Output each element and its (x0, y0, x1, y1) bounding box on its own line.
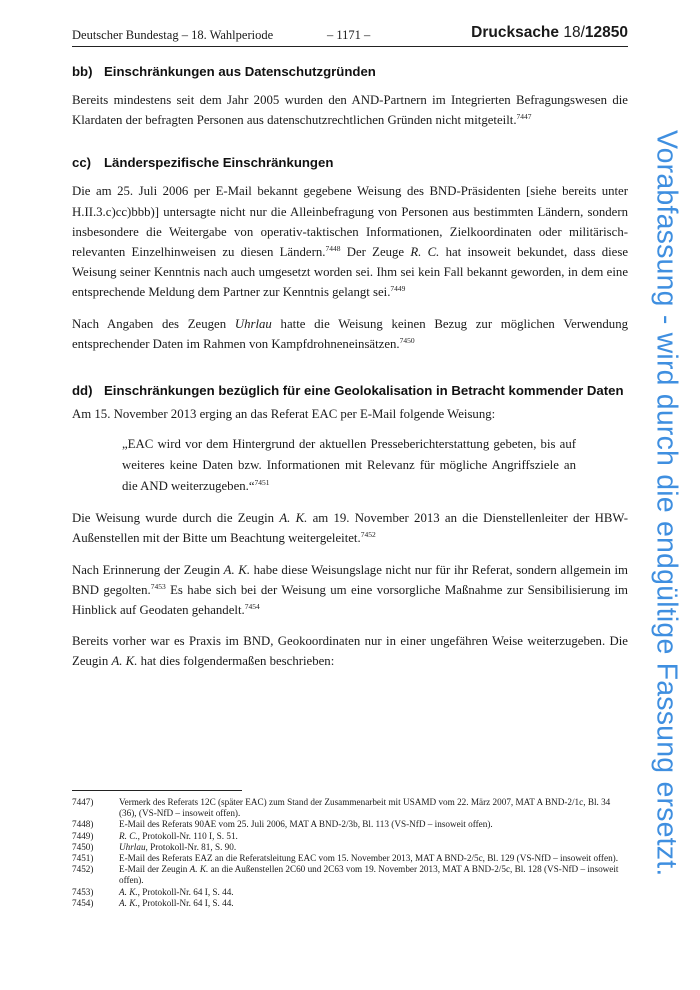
footnote-ref[interactable]: 7447 (516, 112, 532, 122)
paragraph-text: Die Weisung wurde durch die Zeugin (72, 511, 280, 526)
footnote-text (119, 819, 628, 830)
footnote-number: 7451) (72, 853, 94, 864)
document-number-value: 12850 (584, 24, 628, 41)
footnote-text (119, 898, 628, 909)
footnote-number: 7449) (72, 830, 94, 841)
paragraph-text: Bereits mindestens seit dem Jahr 2005 wurden den AND-Partnern im Integrierten Befragungswesen die Klardaten der befragten Personen aus datenschutzrechtlichen Gründen nicht mitgeteilt. (72, 93, 628, 128)
footnote-number: 7454) (72, 897, 94, 908)
paragraph-text: Am 15. November 2013 erging an das Referat EAC per E-Mail folgende Weisung: (72, 407, 496, 422)
footnote-item (72, 842, 628, 853)
footnote-text (119, 887, 628, 898)
footnote-number: 7447) (72, 797, 94, 807)
footnote-item (72, 831, 628, 842)
page-header (72, 26, 628, 44)
paragraph (72, 404, 628, 424)
footnote-ref[interactable]: 7452 (360, 530, 376, 540)
footnote-ref[interactable]: 7448 (325, 244, 341, 254)
footnote-text-part: , Protokoll-Nr. 81, S. 90. (145, 841, 237, 852)
paragraph (72, 560, 628, 621)
paragraph (72, 631, 628, 671)
footnote-text-part: Vermerk des Referats 12C (später EAC) zum Stand der Zusammenarbeit mit USAMD vom 22. März 2007, MAT A BND-2/1c, Bl. 34 (36), (VS-NfD – insoweit offen). (119, 797, 611, 819)
footnote-item (72, 887, 628, 898)
document-number-prefix: Drucksache (471, 24, 560, 41)
watermark-text: Vorabfassung - wird durch die endgültige Fassung ersetzt. (650, 130, 683, 877)
footnote-text (119, 831, 628, 842)
document-number (471, 24, 628, 42)
footnote-number: 7453) (72, 886, 94, 897)
witness-name: A. K. (223, 562, 251, 577)
header-publisher: Deutscher Bundestag – 18. Wahlperiode (72, 28, 274, 42)
footnote-ref[interactable]: 7451 (254, 478, 270, 488)
footnote-text-part: , Protokoll-Nr. 64 I, S. 44. (137, 897, 234, 908)
footnote-text-part: E-Mail der Zeugin (119, 864, 190, 875)
footnote-name: Uhrlau (119, 841, 146, 852)
footnotes (72, 797, 628, 909)
section-title: Einschränkungen bezüglich für eine Geolokalisation in Betracht kommender Daten (104, 383, 624, 399)
footnote-ref[interactable]: 7453 (150, 581, 166, 591)
paragraph-text: Der Zeuge (340, 245, 411, 260)
section-title: Länderspezifische Einschränkungen (104, 155, 334, 171)
footnote-text-part: , Protokoll-Nr. 64 I, S. 44. (137, 886, 234, 897)
paragraph (72, 90, 628, 130)
footnote-number: 7450) (72, 841, 94, 852)
block-quote (122, 434, 576, 497)
footnote-number: 7452) (72, 864, 94, 875)
section-number: bb) (72, 64, 93, 79)
paragraph-text: Die am 25. Juli 2006 per E-Mail bekannt gegebene Weisung des BND-Präsidenten [siehe bereits unter H.II.3.c)cc)bbb)] untersagte nicht nur die Alleinbefragung von Personen aus bestimmten Ländern, sondern insbesondere die Weitergabe von operativ-taktischen Informationen, Zielkoordinaten oder militärisch-relevanten Einzelhinweisen zu diesen Ländern. (72, 184, 628, 260)
paragraph-text: Es habe sich bei der Weisung um eine vorsorgliche Maßnahme zur Sensibilisierung im Hinblick auf Geodaten gehandelt. (72, 582, 628, 618)
footnote-name: R. C. (119, 830, 138, 841)
draft-watermark (640, 130, 692, 877)
footnote-text-part: , Protokoll-Nr. 110 I, S. 51. (137, 830, 238, 841)
paragraph-text: Nach Angaben des Zeugen (72, 316, 235, 331)
section-number: cc) (72, 155, 92, 171)
footnote-divider (72, 790, 242, 791)
footnote-number: 7448) (72, 819, 94, 830)
footnote-item (72, 819, 628, 830)
paragraph-text: hat dies folgendermaßen beschrieben: (137, 654, 335, 669)
footnote-ref[interactable]: 7454 (244, 602, 260, 612)
footnote-text (119, 842, 628, 853)
witness-name: Uhrlau (234, 316, 272, 331)
footnote-name: A. K. (119, 897, 138, 908)
paragraph-text: hatte die Weisung keinen Bezug zur möglichen Verwendung entsprechender Daten im Rahmen von Kampfdrohneneinsätzen. (72, 316, 629, 351)
paragraph-text: habe diese Weisungslage nicht nur für ihr Referat, sondern allgemein im BND gegolten. (72, 562, 628, 597)
paragraph-text: hat insoweit bekundet, dass diese Weisung seiner Kenntnis nach auch umgesetzt worden sei. Ihm sei kein Fall bekannt geworden, in dem eine entsprechende Meldung dem Partner zur Kenntnis gelangt sei. (72, 245, 628, 300)
paragraph (72, 314, 628, 354)
footnote-item (72, 898, 628, 909)
paragraph-text: Bereits vorher war es Praxis im BND, Geokoordinaten nur in einer ungefähren Weise weiterzugeben. Die Zeugin (72, 634, 628, 669)
section-number: dd) (72, 383, 93, 399)
footnote-text (119, 864, 628, 886)
section-heading-bb (72, 64, 628, 79)
paragraph-text: am 19. November 2013 an die Dienstellenleiter der HBW-Außenstellen mit der Bitte um Beachtung weitergeleitet. (72, 511, 629, 546)
footnote-ref[interactable]: 7449 (390, 284, 406, 294)
section-title: Einschränkungen aus Datenschutzgründen (104, 64, 376, 79)
paragraph-text: Nach Erinnerung der Zeugin (72, 562, 224, 577)
document-number-period: 18/ (559, 24, 585, 41)
footnote-item (72, 853, 628, 864)
footnote-item (72, 797, 628, 819)
footnote-text-part: an die Außenstellen 2C60 und 2C63 vom 19. November 2013, MAT A BND-2/5c, Bl. 128 (VS-NfD – insoweit offen). (119, 864, 619, 886)
footnote-text (119, 797, 628, 819)
footnote-text-part: E-Mail des Referats 90AE vom 25. Juli 2006, MAT A BND-2/3b, Bl. 113 (VS-NfD – insoweit offen). (119, 819, 493, 830)
section-heading-dd (72, 383, 628, 398)
footnote-name: A. K. (189, 864, 209, 875)
quote-text: „EAC wird vor dem Hintergrund der aktuellen Presseberichterstattung gebeten, bis auf weiteres keine Daten bzw. Informationen mit Relevanz für mögliche Angriffsziele an die AND weiterzugeben.“ (122, 437, 576, 494)
header-divider (72, 46, 628, 47)
footnote-text-part: E-Mail des Referats EAZ an die Referatsleitung EAC vom 15. November 2013, MAT A BND-2/5c, Bl. 129 (VS-NfD – insoweit offen). (119, 853, 619, 864)
paragraph (72, 181, 628, 302)
witness-name: R. C. (410, 245, 440, 260)
footnote-text (119, 853, 628, 864)
paragraph (72, 508, 628, 548)
main-content (72, 62, 628, 672)
page-number: – 1171 – (327, 28, 371, 42)
witness-name: A. K. (279, 511, 308, 526)
footnote-ref[interactable]: 7450 (399, 335, 415, 345)
footnote-name: A. K. (119, 886, 138, 897)
witness-name: A. K. (111, 654, 138, 669)
footnote-item (72, 864, 628, 886)
section-heading-cc (72, 155, 628, 170)
